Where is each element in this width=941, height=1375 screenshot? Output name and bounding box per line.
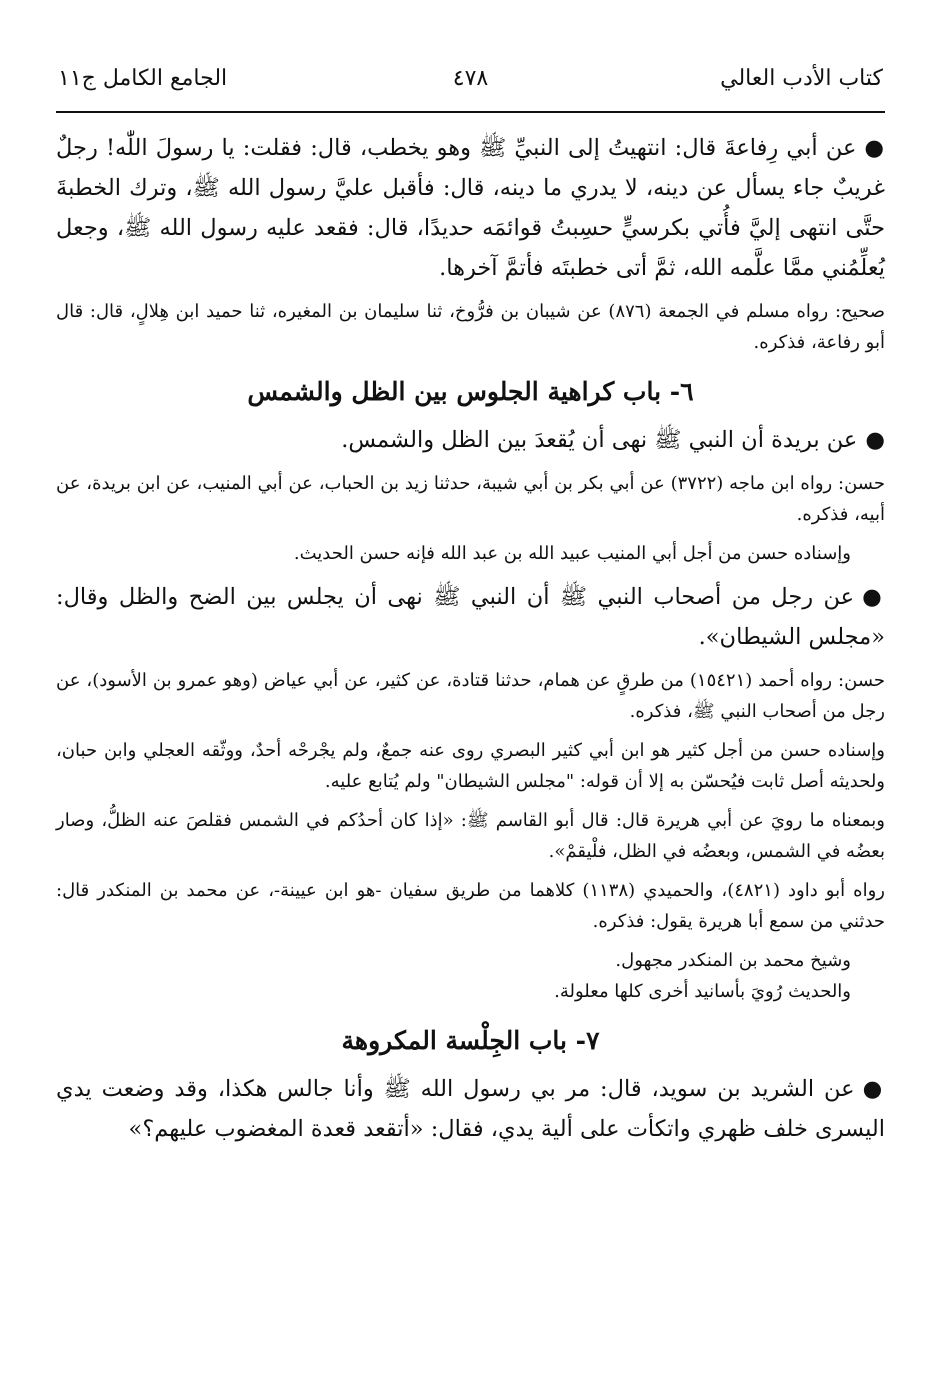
hadith-block: [56, 577, 885, 657]
chapter-heading: ٧- باب الجِلْسة المكروهة: [341, 1026, 600, 1055]
hadith-text: عن الشريد بن سويد، قال: مر بي رسول الله ﷺ وأنا جالس هكذا، وقد وضعت يدي اليسرى خلف ظهري واتكأت على ألية يدي، فقال: «أتقعد قعدة المغضوب عليهم؟»: [56, 1076, 885, 1142]
takhrij-note: وشيخ محمد بن المنكدر مجهول.: [615, 950, 851, 971]
bullet-icon: ●: [862, 1076, 885, 1102]
page-body: [56, 128, 885, 1149]
hadith-text: عن بريدة أن النبي ﷺ نهى أن يُقعدَ بين الظل والشمس.: [341, 427, 858, 453]
hadith-block: [56, 1069, 885, 1149]
takhrij-note: حسن: رواه ابن ماجه (٣٧٢٢) عن أبي بكر بن أبي شيبة، حدثنا زيد بن الحباب، عن أبي المنيب، عن ابن بريدة، عن أبيه، فذكره.: [56, 473, 885, 525]
takhrij-note: حسن: رواه أحمد (١٥٤٢١) من طرقٍ عن همام، حدثنا قتادة، عن كثير، عن أبي عياض (وهو عمرو بن الأسود)، عن رجل من أصحاب النبي ﷺ، فذكره.: [56, 670, 886, 722]
bullet-icon: ●: [864, 135, 885, 161]
bullet-icon: ●: [862, 584, 885, 610]
running-header-collection: الجامع الكامل ج١١: [58, 66, 228, 91]
takhrij-note: وإسناده حسن من أجل كثير هو ابن أبي كثير البصري روى عنه جمعٌ، ولم يجْرحْه أحدٌ، ووثّقه العجلي وابن حبان، ولحديثه أصل ثابت فيُحسّن به إلا أن قوله: "مجلس الشيطان" ولم يُتابع عليه.: [56, 740, 885, 792]
takhrij-note: والحديث رُويَ بأسانيد أخرى كلها معلولة.: [554, 981, 851, 1002]
takhrij-note: صحيح: رواه مسلم في الجمعة (٨٧٦) عن شيبان بن فرُّوخ، ثنا سليمان بن المغيره، ثنا حميد ابن هِلالٍ، قال: قال أبو رفاعة، فذكره.: [56, 301, 885, 353]
header-rule: [56, 111, 885, 113]
bullet-icon: ●: [865, 427, 885, 453]
takhrij-note: وإسناده حسن من أجل أبي المنيب عبيد الله بن عبد الله فإنه حسن الحديث.: [293, 543, 851, 564]
hadith-text: عن أبي رِفاعةَ قال: انتهيتُ إلى النبيِّ ﷺ وهو يخطب، قال: فقلت: يا رسولَ اللّٰه! رجلٌ غريبٌ جاء يسأل عن دينه، لا يدري ما دينه، قال: فأقبل عليَّ رسول الله ﷺ، وترك الخطبةَ حتَّى انتهى إليَّ فأُتي بكرسيٍّ حسِبتُ قوائمَه حديدًا، قال: فقعد عليه رسول الله ﷺ، وجعل يُعلِّمُني ممَّا علَّمه الله، ثمَّ أتى خطبتَه فأتمَّ آخرها.: [56, 135, 885, 281]
running-header-book-title: كتاب الأدب العالي: [720, 66, 883, 91]
chapter-heading: ٦- باب كراهية الجلوس بين الظل والشمس: [247, 377, 694, 406]
hadith-block: [56, 420, 885, 460]
hadith-text: عن رجل من أصحاب النبي ﷺ أن النبي ﷺ نهى أن يجلس بين الضح والظل وقال: «مجلس الشيطان».: [56, 584, 885, 650]
page-number: ٤٧٨: [452, 66, 489, 91]
takhrij-note: وبمعناه ما رويَ عن أبي هريرة قال: قال أبو القاسم ﷺ: «إذا كان أحدُكم في الشمس فقلصَ عنه الظلُّ، وصار بعضُه في الشمس، وبعضُه في الظل، فلْيقمْ».: [56, 810, 885, 862]
hadith-block: [56, 128, 885, 288]
takhrij-note: رواه أبو داود (٤٨٢١)، والحميدي (١١٣٨) كلاهما من طريق سفيان -هو ابن عيينة-، عن محمد بن المنكدر قال: حدثني من سمع أبا هريرة يقول: فذكره.: [56, 880, 885, 932]
